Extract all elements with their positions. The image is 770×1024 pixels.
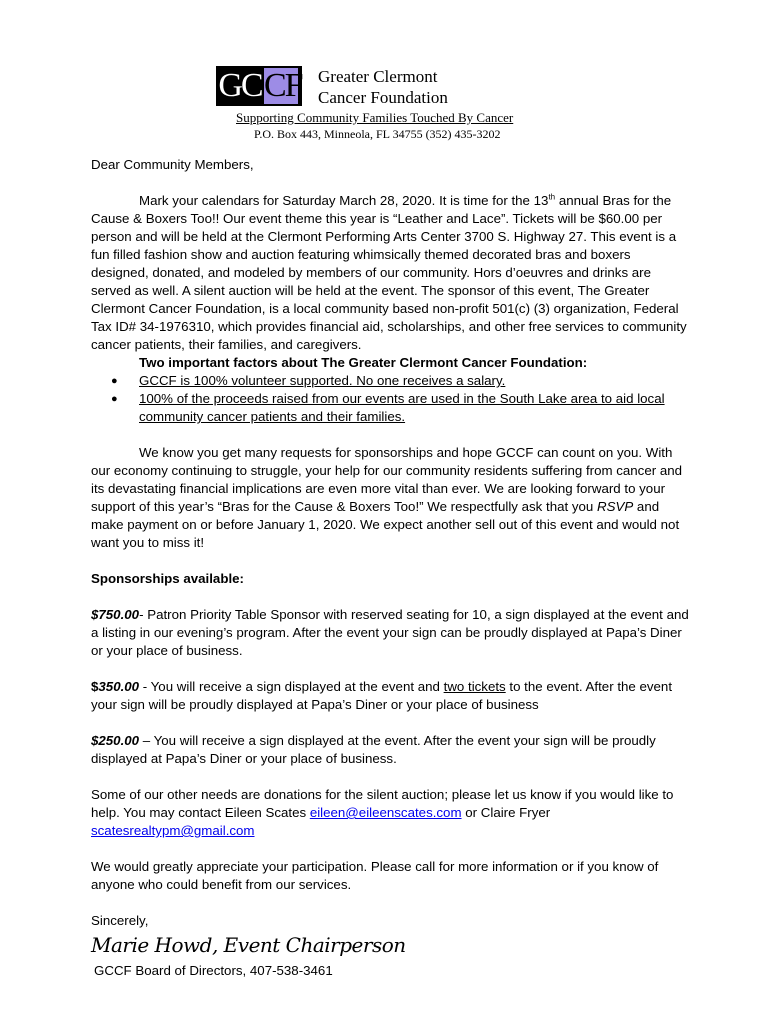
factors-heading bbox=[91, 354, 691, 372]
sponsorship-tier-350 bbox=[91, 678, 691, 714]
sponsorships-heading: Sponsorships available: bbox=[91, 571, 244, 586]
tier-amount-symbol: $ bbox=[91, 679, 99, 694]
org-name-line2: Cancer Foundation bbox=[318, 88, 448, 107]
paragraph-auction-needs bbox=[91, 786, 691, 840]
tier-description: – You will receive a sign displayed at the event. After the event your sign will be proudly displayed at Papa’s Diner or your place of business. bbox=[91, 733, 656, 766]
letter-body bbox=[91, 156, 691, 980]
list-item bbox=[91, 372, 691, 390]
email-link-eileen[interactable]: eileen@eileenscates.com bbox=[309, 805, 462, 820]
factors-heading-text: Two important factors about The Greater Clermont Cancer Foundation bbox=[139, 355, 583, 370]
tier-description-a: - You will receive a sign displayed at the event and bbox=[139, 679, 444, 694]
tier-description-b: to the event. After the event your sign will be proudly displayed at Papa’s Diner or your place of business bbox=[91, 679, 673, 712]
bullet-icon: ● bbox=[111, 393, 118, 405]
request-text-a: We know you get many requests for sponsorships and hope GCCF can count on you. With our economy continuing to struggle, your help for our community residents suffering from cancer and its devastating financial implications are even more vital than ever. We are looking forward to your support of this year’s “Bras for the Cause & Boxers Too!” We respectfully ask that you bbox=[91, 445, 683, 514]
logo-cf-text: CF bbox=[264, 67, 302, 104]
paragraph-closing: We would greatly appreciate your participation. Please call for more information or if you know of anyone who could benefit from our services. bbox=[91, 859, 659, 892]
logo-gc-text: GC bbox=[218, 67, 262, 104]
factors-heading-colon: : bbox=[582, 355, 588, 370]
rsvp-text: RSVP bbox=[597, 499, 634, 514]
address: P.O. Box 443, Minneola, FL 34755 (352) 435-3202 bbox=[254, 127, 501, 141]
salutation: Dear Community Members, bbox=[91, 157, 254, 172]
request-text-b: and make payment on or before January 1, 2020. We expect another sell out of this event and would not want you to miss it! bbox=[91, 499, 680, 550]
sponsorship-tier-750 bbox=[91, 606, 691, 660]
org-name-line1: Greater Clermont bbox=[318, 67, 438, 86]
bullet-icon: ● bbox=[111, 375, 118, 387]
signature: Marie Howd, Event Chairperson bbox=[91, 933, 406, 957]
paragraph-event-details bbox=[91, 192, 691, 354]
tier-amount: $750.00 bbox=[91, 607, 140, 622]
tier-amount: 350.00 bbox=[98, 679, 140, 694]
list-item bbox=[91, 390, 691, 426]
paragraph-sponsorship-request bbox=[91, 444, 691, 552]
needs-text-b: or Claire Fryer bbox=[461, 805, 551, 820]
board-contact: GCCF Board of Directors, 407-538-3461 bbox=[94, 963, 333, 978]
tier-amount: $250.00 bbox=[91, 733, 140, 748]
tagline: Supporting Community Families Touched By Cancer bbox=[236, 110, 514, 125]
tier-description: - Patron Priority Table Sponsor with reserved seating for 10, a sign displayed at the event and a listing in our evening’s program. After the event your sign can be proudly displayed at Papa’s Diner or your place of business. bbox=[91, 607, 689, 658]
needs-text-a: Some of our other needs are donations for the silent auction; please let us know if you would like to help. You may contact Eileen Scates bbox=[91, 787, 674, 820]
event-details-text-a: Mark your calendars for Saturday March 28, 2020. It is time for the 13 bbox=[139, 193, 549, 208]
letterhead bbox=[216, 64, 546, 144]
factor-text: 100% of the proceeds raised from our events are used in the South Lake area to aid local community cancer patients and their families. bbox=[139, 391, 665, 424]
factors-list bbox=[91, 372, 691, 426]
organization-name bbox=[318, 66, 448, 108]
email-link-claire[interactable]: scatesrealtypm@gmail.com bbox=[91, 823, 255, 838]
signoff: Sincerely, bbox=[91, 913, 149, 928]
factor-text: GCCF is 100% volunteer supported. No one receives a salary. bbox=[139, 373, 506, 388]
event-details-text-b: annual Bras for the Cause & Boxers Too!! Our event theme this year is “Leather and Lace”. Tickets will be $60.00 per person and will be held at the Clermont Performing Arts Center 3700 S. Highway 27. This event is a fun filled fashion show and auction featuring whimsically themed decorated bras and boxers designed, donated, and modeled by members of our community. Hors d’oeuvres and drinks are served as well. A silent auction will be held at the event. The sponsor of this event, The Greater Clermont Cancer Foundation, is a local community based non-profit 501(c) (3) organization, Federal Tax ID# 34-1976310, which provides financial aid, scholarships, and other free services to community cancer patients, their families, and caregivers. bbox=[91, 193, 687, 352]
ordinal-suffix: th bbox=[548, 192, 556, 202]
sponsorship-tier-250 bbox=[91, 732, 691, 768]
tier-tickets-underlined: two tickets bbox=[443, 679, 506, 694]
gccf-logo bbox=[216, 66, 302, 106]
